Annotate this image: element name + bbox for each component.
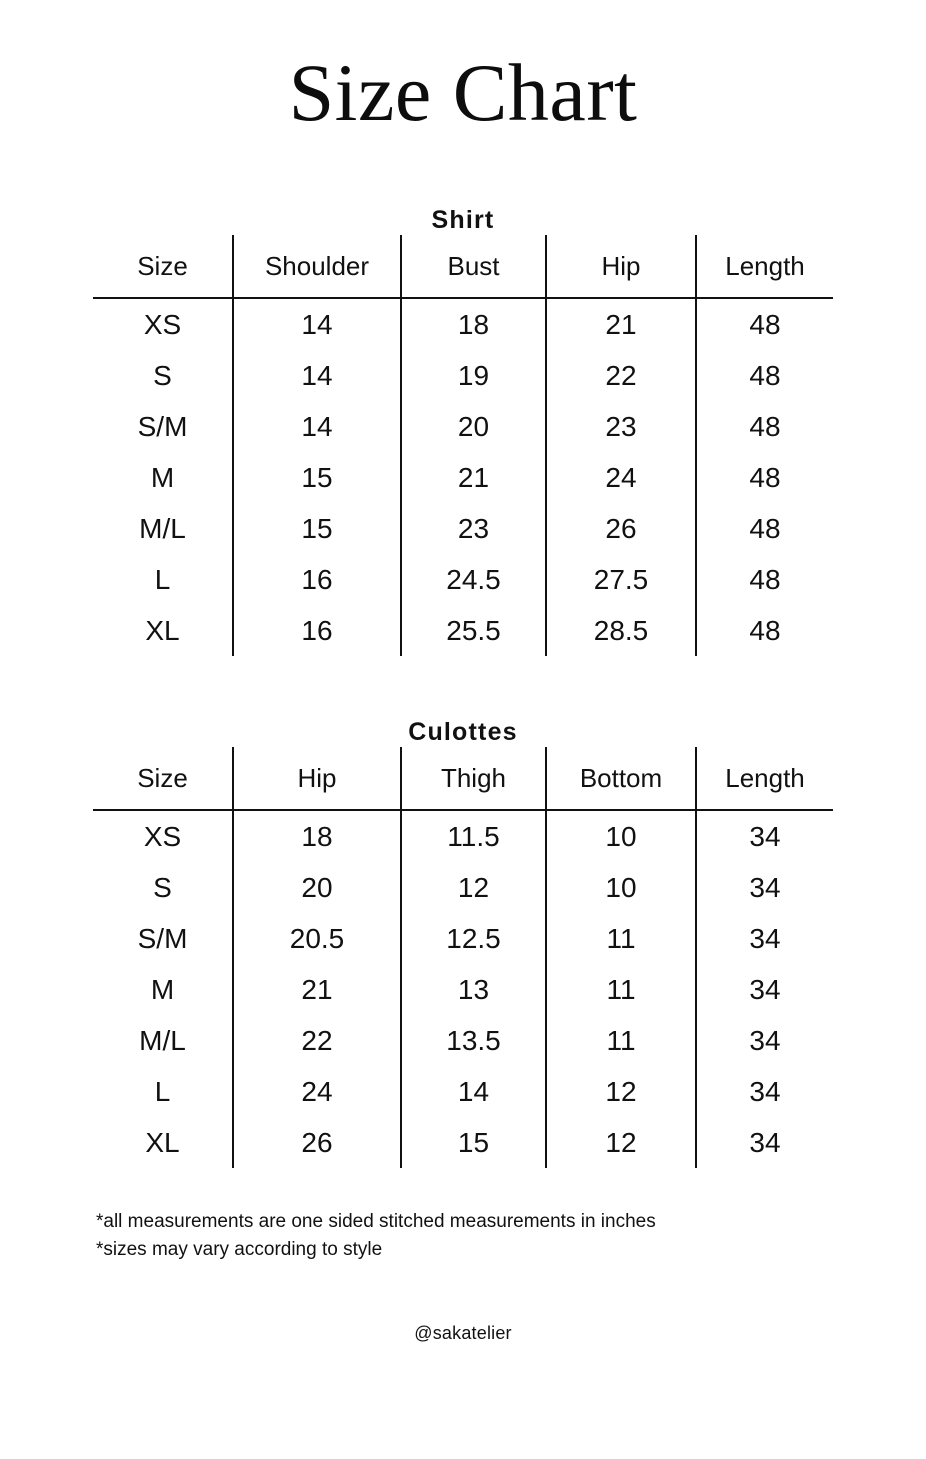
cell-bust: 23 <box>401 503 546 554</box>
cell-bottom: 12 <box>546 1066 696 1117</box>
cell-size: XS <box>93 298 233 350</box>
table-row <box>93 554 833 605</box>
cell-length: 48 <box>749 359 781 391</box>
cell-thigh: 12 <box>401 862 546 913</box>
cell-shoulder: 16 <box>233 605 401 656</box>
table-row <box>93 913 833 964</box>
shirt-section <box>0 134 926 656</box>
cell-length: 48 <box>749 410 781 442</box>
cell-shoulder: 14 <box>233 350 401 401</box>
cell-size: XS <box>93 810 233 862</box>
cell-length: 34 <box>749 820 781 852</box>
cell-bust: 25.5 <box>401 605 546 656</box>
cell-bust: 20 <box>401 401 546 452</box>
cell-shoulder: 15 <box>233 452 401 503</box>
cell-hip: 22 <box>546 350 696 401</box>
cell-hip: 21 <box>233 964 401 1015</box>
cell-length: 48 <box>749 512 781 544</box>
table-row <box>93 452 833 503</box>
cell-length: 48 <box>749 614 781 646</box>
footnote-sizes-vary: *sizes may vary according to style <box>96 1238 383 1260</box>
cell-thigh: 14 <box>401 1066 546 1117</box>
cell-thigh: 11.5 <box>401 810 546 862</box>
cell-bottom: 10 <box>546 862 696 913</box>
cell-bottom: 11 <box>546 964 696 1015</box>
culottes-size-table <box>93 747 833 1168</box>
page-title: Size Chart <box>288 47 638 138</box>
column-header: Thigh <box>401 747 546 810</box>
cell-shoulder: 14 <box>233 401 401 452</box>
cell-hip: 26 <box>546 503 696 554</box>
cell-hip: 21 <box>546 298 696 350</box>
table-row <box>93 1117 833 1168</box>
column-header: Shoulder <box>233 235 401 298</box>
cell-shoulder: 16 <box>233 554 401 605</box>
table-row <box>93 1066 833 1117</box>
cell-bottom: 11 <box>546 913 696 964</box>
column-header: Size <box>93 747 233 810</box>
cell-shoulder: 14 <box>233 298 401 350</box>
table-row <box>93 503 833 554</box>
cell-length: 48 <box>749 308 781 340</box>
cell-length: 34 <box>749 922 781 954</box>
cell-bottom: 12 <box>546 1117 696 1168</box>
cell-hip: 24 <box>233 1066 401 1117</box>
shirt-heading: Shirt <box>431 206 495 234</box>
shirt-size-table <box>93 235 833 656</box>
cell-size: L <box>93 554 233 605</box>
cell-size: M/L <box>93 503 233 554</box>
cell-bust: 19 <box>401 350 546 401</box>
cell-size: XL <box>93 1117 233 1168</box>
cell-size: M <box>93 452 233 503</box>
cell-size: S/M <box>93 401 233 452</box>
cell-length: 34 <box>749 871 781 903</box>
cell-hip: 27.5 <box>546 554 696 605</box>
cell-length: 34 <box>749 973 781 1005</box>
cell-size: M <box>93 964 233 1015</box>
cell-length: 34 <box>749 1126 781 1158</box>
cell-size: S/M <box>93 913 233 964</box>
table-row <box>93 605 833 656</box>
cell-length: 48 <box>749 563 781 595</box>
cell-hip: 24 <box>546 452 696 503</box>
cell-length: 34 <box>749 1075 781 1107</box>
cell-hip: 20 <box>233 862 401 913</box>
table-row <box>93 350 833 401</box>
cell-size: L <box>93 1066 233 1117</box>
table-header-row <box>93 235 833 298</box>
table-header-row <box>93 747 833 810</box>
cell-shoulder: 15 <box>233 503 401 554</box>
brand-handle: @sakatelier <box>414 1323 512 1344</box>
column-header: Size <box>93 235 233 298</box>
cell-hip: 22 <box>233 1015 401 1066</box>
cell-bust: 18 <box>401 298 546 350</box>
footnotes <box>0 1168 926 1263</box>
cell-size: S <box>93 862 233 913</box>
cell-hip: 20.5 <box>233 913 401 964</box>
cell-bust: 24.5 <box>401 554 546 605</box>
table-row <box>93 964 833 1015</box>
cell-size: S <box>93 350 233 401</box>
table-row <box>93 1015 833 1066</box>
cell-hip: 18 <box>233 810 401 862</box>
cell-thigh: 15 <box>401 1117 546 1168</box>
column-header: Bottom <box>546 747 696 810</box>
cell-bust: 21 <box>401 452 546 503</box>
cell-size: M/L <box>93 1015 233 1066</box>
table-row <box>93 298 833 350</box>
column-header: Length <box>696 747 833 810</box>
cell-bottom: 10 <box>546 810 696 862</box>
cell-hip: 28.5 <box>546 605 696 656</box>
column-header: Hip <box>546 235 696 298</box>
column-header: Hip <box>233 747 401 810</box>
culottes-heading: Culottes <box>408 718 518 746</box>
cell-length: 48 <box>749 461 781 493</box>
table-row <box>93 401 833 452</box>
cell-length: 34 <box>749 1024 781 1056</box>
column-header: Length <box>696 235 833 298</box>
table-row <box>93 810 833 862</box>
footnote-measurements: *all measurements are one sided stitched measurements in inches <box>96 1211 656 1232</box>
column-header: Bust <box>401 235 546 298</box>
culottes-section <box>0 656 926 1168</box>
cell-thigh: 13.5 <box>401 1015 546 1066</box>
cell-thigh: 12.5 <box>401 913 546 964</box>
table-row <box>93 862 833 913</box>
cell-hip: 23 <box>546 401 696 452</box>
cell-bottom: 11 <box>546 1015 696 1066</box>
cell-size: XL <box>93 605 233 656</box>
cell-thigh: 13 <box>401 964 546 1015</box>
cell-hip: 26 <box>233 1117 401 1168</box>
